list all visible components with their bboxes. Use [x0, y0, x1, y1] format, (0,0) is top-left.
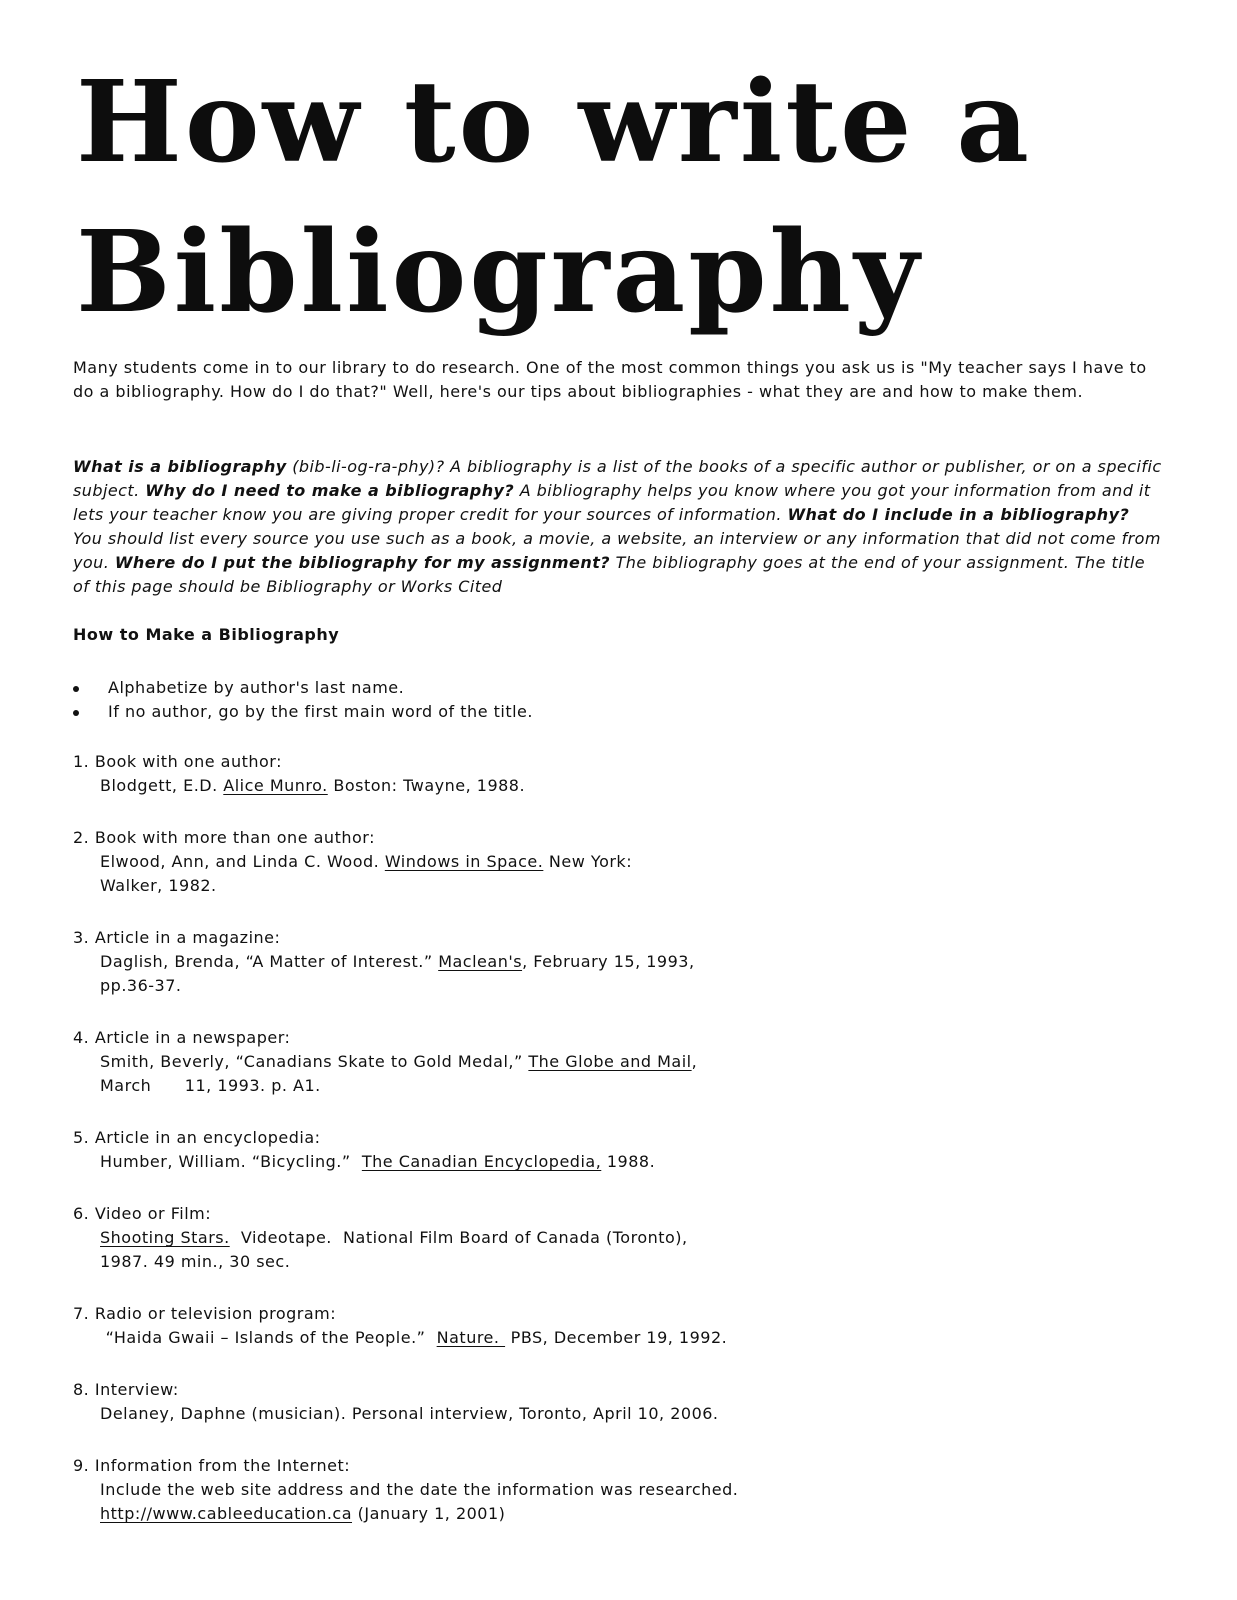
- entry-heading: 9. Information from the Internet:: [73, 1456, 351, 1475]
- citation-entry: [73, 1302, 1073, 1350]
- example-title: Windows in Space.: [384, 852, 544, 871]
- entry-example: [73, 1478, 1073, 1526]
- citation-entry: [73, 926, 1073, 998]
- citation-entry: [73, 1026, 1073, 1098]
- entry-example: [73, 950, 1073, 998]
- example-line: [100, 1150, 1073, 1174]
- citation-entry: [73, 826, 1073, 898]
- list-item-text: Alphabetize by author's last name.: [108, 678, 405, 697]
- example-line: [100, 950, 1073, 974]
- example-title: The Canadian Encyclopedia,: [361, 1152, 602, 1171]
- section-heading: How to Make a Bibliography: [73, 625, 340, 644]
- entry-heading: 2. Book with more than one author:: [73, 828, 375, 847]
- title-line-2: Bibliography: [76, 207, 923, 338]
- example-text: Smith, Beverly, “Canadians Skate to Gold Medal,”: [100, 1052, 529, 1071]
- entry-heading: 4. Article in a newspaper:: [73, 1028, 291, 1047]
- example-title: The Globe and Mail: [528, 1052, 692, 1071]
- bullet-icon: [73, 710, 79, 716]
- list-item-text: If no author, go by the first main word of the title.: [108, 702, 533, 721]
- entry-heading: 5. Article in an encyclopedia:: [73, 1128, 321, 1147]
- example-line: pp.36-37.: [100, 976, 182, 995]
- entry-heading: 6. Video or Film:: [73, 1204, 212, 1223]
- example-line: Include the web site address and the date the information was researched.: [100, 1480, 739, 1499]
- faq-answer-3: You should list every source you use such as a book, a movie, a website, an interview or any information that did not come from you.: [73, 529, 1161, 572]
- example-title: Nature.: [436, 1328, 506, 1347]
- entry-example: [73, 1226, 1073, 1274]
- example-text: Videotape. National Film Board of Canada (Toronto),: [229, 1228, 688, 1247]
- example-line: [100, 774, 1073, 798]
- bullet-icon: [73, 686, 79, 692]
- example-text: New York:: [543, 852, 633, 871]
- example-text: Blodgett, E.D.: [100, 776, 224, 795]
- entry-heading: 8. Interview:: [73, 1380, 179, 1399]
- example-line: Delaney, Daphne (musician). Personal interview, Toronto, April 10, 2006.: [100, 1404, 719, 1423]
- entry-example: [73, 1150, 1073, 1174]
- faq-answer-2: A bibliography helps you know where you got your information from and it lets your teacher know you are giving proper credit for your sources of information.: [73, 481, 1151, 524]
- example-title: Shooting Stars.: [100, 1228, 230, 1247]
- citation-entry: [73, 1454, 1073, 1526]
- intro-paragraph: Many students come in to our library to do research. One of the most common things you ask us is "My teacher says I have to do a bibliography. How do I do that?" Well, here's our tips about bibliographies - what they are and how to make them.: [73, 358, 1147, 401]
- faq-answer-4: The bibliography goes at the end of your assignment. The title of this page should be Bibliography or Works Cited: [73, 553, 1146, 596]
- example-line: [100, 1226, 1073, 1250]
- list-item: [73, 676, 533, 700]
- entry-example: [73, 850, 1073, 898]
- entry-example: [73, 774, 1073, 798]
- example-text: PBS, December 19, 1992.: [505, 1328, 728, 1347]
- example-text: Humber, William. “Bicycling.”: [100, 1152, 362, 1171]
- entry-example: [73, 1402, 1073, 1426]
- entry-heading: 3. Article in a magazine:: [73, 928, 281, 947]
- example-text: Boston: Twayne, 1988.: [327, 776, 526, 795]
- entry-heading: 7. Radio or television program:: [73, 1304, 337, 1323]
- example-line: [100, 1050, 1073, 1074]
- faq-paragraph: [73, 455, 1163, 599]
- example-text: Elwood, Ann, and Linda C. Wood.: [100, 852, 385, 871]
- example-title: Maclean's: [438, 952, 523, 971]
- example-line: 1987. 49 min., 30 sec.: [100, 1252, 291, 1271]
- website-link[interactable]: http://www.cableeducation.ca: [100, 1504, 353, 1523]
- entry-heading: 1. Book with one author:: [73, 752, 282, 771]
- citation-entry: [73, 750, 1073, 798]
- example-text: , February 15, 1993,: [522, 952, 695, 971]
- faq-question-4: Where do I put the bibliography for my assignment?: [114, 553, 611, 572]
- citation-examples: [73, 750, 1073, 1554]
- title-line-1: How to write a: [76, 57, 1032, 188]
- entry-example: [73, 1050, 1073, 1098]
- citation-entry: [73, 1378, 1073, 1426]
- faq-answer-1: (bib-li-og-ra-phy)? A bibliography is a list of the books of a specific author or publisher, or on a specific subject.: [73, 457, 1162, 500]
- example-text: (January 1, 2001): [352, 1504, 506, 1523]
- example-line: [100, 850, 1073, 874]
- faq-question-1: What is a bibliography: [73, 457, 287, 476]
- example-text: “Haida Gwaii – Islands of the People.”: [100, 1328, 437, 1347]
- example-line: [100, 1502, 1073, 1526]
- list-item: [73, 700, 533, 724]
- example-text: ,: [691, 1052, 698, 1071]
- example-line: [100, 1326, 1073, 1350]
- example-text: Daglish, Brenda, “A Matter of Interest.”: [100, 952, 439, 971]
- tips-list: [73, 676, 533, 724]
- faq-question-3: What do I include in a bibliography?: [787, 505, 1130, 524]
- citation-entry: [73, 1202, 1073, 1274]
- example-line: March 11, 1993. p. A1.: [100, 1076, 321, 1095]
- citation-entry: [73, 1126, 1073, 1174]
- example-title: Alice Munro.: [223, 776, 328, 795]
- faq-question-2: Why do I need to make a bibliography?: [145, 481, 515, 500]
- example-text: 1988.: [601, 1152, 656, 1171]
- example-line: Walker, 1982.: [100, 876, 217, 895]
- entry-example: [73, 1326, 1073, 1350]
- page-title: [76, 48, 1032, 348]
